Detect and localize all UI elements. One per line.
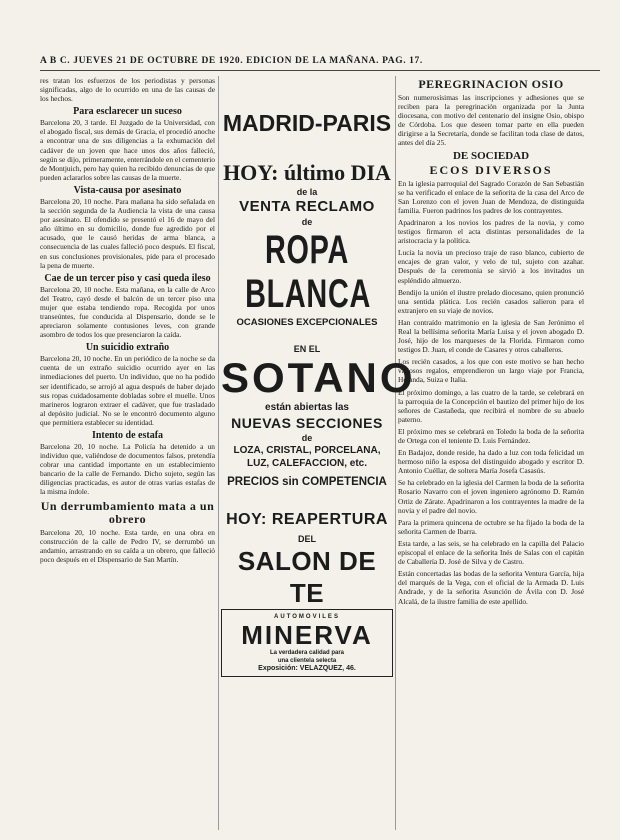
ad-box-line1: La verdadera calidad para <box>269 650 345 656</box>
ad-de-secciones: de <box>301 433 313 443</box>
article-body: Barcelona 20, 10 noche. En un periódico de la noche se da cuenta de un extraño suicidio ocurrido ayer en las inmediaciones del puerto. Un individuo, que no ha podido ser identificado, se arrojó al agua después de haber dejado sus ropas cuidadosamente dobladas sobre el muelle. Unos marineros lograron extraer el cadáver, que fue trasladado al depósito judicial. No se le encontró documento alguno que permitiera establecer su identidad. <box>40 354 215 427</box>
society-paragraph: Bendijo la unión el ilustre prelado diocesano, quien pronunció una sentida plática. Los recién casados salieron para el extranjero en su viaje de novios. <box>398 287 584 315</box>
ad-today-reopening: HOY: REAPERTURA <box>226 511 388 528</box>
society-paragraph: Esta tarde, a las seis, se ha celebrado en la capilla del Palacio episcopal el enlace de la señorita Inés de Salas con el capitán de Caballería D. José de Silva y de Castro. <box>398 538 584 567</box>
article-body: Barcelona 20, 10 noche. Esta tarde, en una obra en construcción de la calle de Pedro IV, se derrumbó un andamio, arrastrando en su caída a un obrero, que falleció poco después en el Dispensario de San Martín. <box>40 527 215 564</box>
ad-nuevas-secciones: NUEVAS SECCIONES <box>231 415 383 431</box>
ad-box-top: AUTOMOVILES <box>274 614 340 620</box>
society-paragraph: Para la primera quincena de octubre se ha fijado la boda de la señorita Carmen de Ibarra. <box>398 517 584 536</box>
ad-minerva-box <box>221 609 393 677</box>
ad-de: de <box>301 217 313 227</box>
section-heading-sociedad: DE SOCIEDAD <box>452 149 530 162</box>
article-body: Barcelona 20, 3 tarde. El Juzgado de la Universidad, con el abogado fiscal, sus demás de Gracia, el procedió anoche a encontrar una de sus diligencias a la exhumación del cadáver de un joven que hace unos dos años falleció, según se dijo, primeramente, enterrándole en el cementerio de Montjuich, pero hay quien ha recibido denuncias de que pueden aclararlos sobre las causas de la muerte. <box>40 118 215 182</box>
ad-subline <box>221 136 393 146</box>
peregrinacion-body: Son numerosísimas las inscripciones y adhesiones que se reciben para la peregrinación organizada por la Junta diocesana, con motivo del centenario del insigne Osio, obispo de Córdoba. Los que deseen tomar parte en ella pueden dirigirse a la Secretaría, donde se facilitan toda clase de datos, antes del día 25. <box>398 93 584 148</box>
ad-en-el: EN EL <box>293 344 321 354</box>
society-paragraph: En Badajoz, donde reside, ha dado a luz con toda felicidad un hermoso niño la esposa del distinguido abogado y escritor D. Antonio Cuéllar, de soltera María Josefa Casasús. <box>398 448 584 476</box>
ad-store-name: MADRID-PARIS <box>222 110 392 136</box>
article-body: Barcelona 20, 10 noche. Esta mañana, en la calle de Arco del Teatro, cayó desde el balcón de un tercer piso una mujer que estaba tendiendo ropa. Recogida por unos transeúntes, fue conducida al Dispensario, donde se le apreciaron solamente contusiones leves, con grande asombro de todos los que presenciaron la caída. <box>40 284 215 340</box>
society-paragraph: Los recién casados, a los que con este motivo se han hecho valiosos regalos, emprendieron un largo viaje por Francia, Holanda, Suiza e Italia. <box>398 357 584 385</box>
article-heading: Para esclarecer un suceso <box>73 106 182 118</box>
advertisement <box>218 76 416 830</box>
ad-de-la: de la <box>296 187 318 197</box>
left-column <box>40 76 215 830</box>
ad-today-last-day: HOY: último DIA <box>223 160 391 185</box>
ad-estan-abiertas: están abiertas las <box>265 402 349 413</box>
section-heading-peregrinacion: PEREGRINACION OSIO <box>418 77 564 91</box>
ad-loza-cristal: LOZA, CRISTAL, PORCELANA, <box>233 445 381 456</box>
society-paragraph: En la iglesia parroquial del Sagrado Corazón de San Sebastián se ha verificado el enlace de la señorita de la casa del Arco de San Lorenzo con el joven Juan de Mendoza, de distinguida familia. Fueron padrinos los padres de los contrayentes. <box>398 178 584 215</box>
ad-ocasiones: OCASIONES EXCEPCIONALES <box>236 317 378 328</box>
society-paragraph: Apadrinaron a los novios los padres de la novia, y como testigos firmaron el acta distintas personalidades de la aristocracia y la política. <box>398 217 584 246</box>
society-paragraph: Están concertadas las bodas de la señorita Ventura García, hija del marqués de la Vega, con el oficial de la Armada D. Luis Andrade, y de la señorita Asunción de Ávila con D. José Alcalá, de la ilustre familia de este apellido. <box>398 569 584 606</box>
article-body: Barcelona 20, 10 noche. Para mañana ha sido señalada en la sección segunda de la Audiencia la vista de una causa por asesinato. El ofendido se presentó el 16 de mayo del año último en su domicilio, donde fue agredido por el acusado, que le causó heridas de arma blanca, a consecuencia de las cuales falleció poco después. El fiscal, en sus conclusiones provisionales, pide para el procesado la pena de muerte. <box>40 196 215 270</box>
article-heading: Un derrumbamiento mata a un obrero <box>40 498 215 526</box>
ad-salon-de-te: SALON DE TE <box>237 546 377 608</box>
page-header: A B C. JUEVES 21 DE OCTUBRE DE 1920. EDICION DE LA MAÑANA. PAG. 17. <box>40 56 600 71</box>
ad-precios: PRECIOS sin COMPETENCIA <box>227 476 387 488</box>
society-paragraph: Han contraído matrimonio en la iglesia de San Jerónimo el Real la bellísima señorita María Luisa y el joven abogado D. José, hijo de los marqueses de la Florida. Firmaron como testigos D. Juan, el conde de Casares y otros caballeros. <box>398 317 584 355</box>
intro-text: res tratan los esfuerzos de los periodistas y personas significadas, algo de lo ocurrido en una de las causas de los hechos. <box>40 76 215 104</box>
society-paragraph: El próximo domingo, a las cuatro de la tarde, se celebrará en la parroquia de la Concepción el bautizo del primer hijo de los señores de Castañeda, que recibirá el nombre de su abuelo paterno. <box>398 387 584 424</box>
ad-sotano: SOTANO <box>221 354 416 401</box>
ad-box-line2: una clientela selecta <box>277 658 337 664</box>
article-heading: Un suicidio extraño <box>85 342 170 354</box>
section-heading-ecos: ECOS DIVERSOS <box>429 162 553 177</box>
society-paragraph: El próximo mes se celebrará en Toledo la boda de la señorita de Ortega con el teniente D. Luis Fernández. <box>398 426 584 445</box>
right-column <box>398 76 584 830</box>
article-body: Barcelona 20, 10 noche. La Policía ha detenido a un individuo que, valiéndose de documentos falsos, pretendía cobrar una cantidad importante en un establecimiento bancario de la calle de Fernando. Dicho sujeto, según las diligencias practicadas, es autor de otras varias estafas de la misma índole. <box>40 442 215 497</box>
society-paragraph: Lucía la novia un precioso traje de raso blanco, cubierto de encajes de gran valor, y velo de tul, sujeto con azahar. Después de la ceremonia se sirvió a los invitados un espléndido almuerzo. <box>398 248 584 285</box>
article-heading: Intento de estafa <box>91 430 164 441</box>
society-paragraph: Se ha celebrado en la iglesia del Carmen la boda de la señorita Rosario Navarro con el joven ingeniero agrónomo D. Ramón Ortiz de Zárate. Apadrinaron a los contrayentes la madre de la novia y el padre del novio. <box>398 478 584 515</box>
ad-ropa-blanca: ROPA BLANCA <box>245 228 371 316</box>
ad-luz-calefaccion: LUZ, CALEFACCION, etc. <box>246 458 367 469</box>
ad-box-address: Exposición: VELAZQUEZ, 46. <box>258 665 356 672</box>
article-heading: Vista-causa por asesinato <box>73 184 182 196</box>
ad-del: DEL <box>298 534 316 544</box>
article-heading: Cae de un tercer piso y casi queda ileso <box>44 272 211 284</box>
ad-minerva-brand: MINERVA <box>241 620 373 650</box>
ad-venta-reclamo: VENTA RECLAMO <box>239 198 375 215</box>
